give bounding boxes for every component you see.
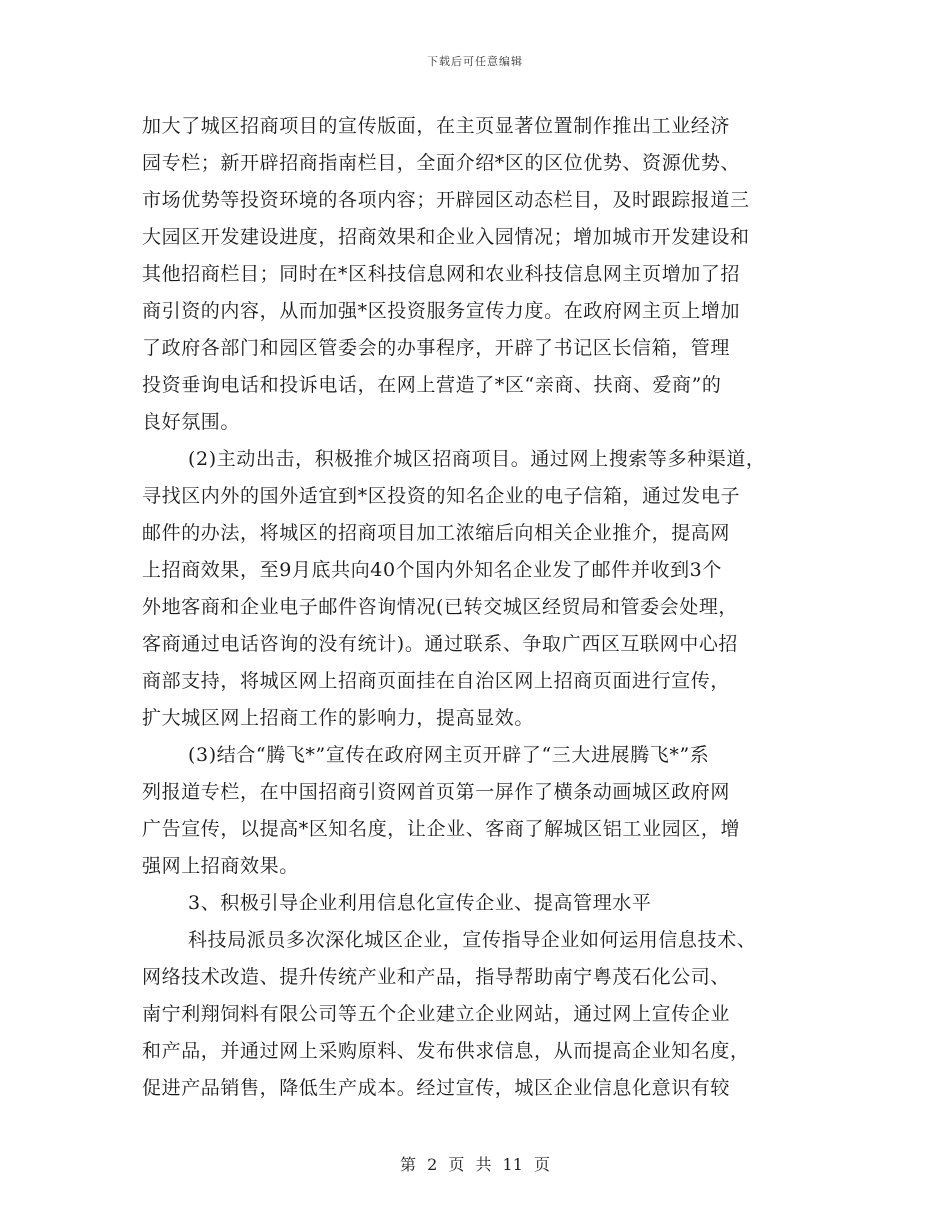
text-line: 外地客商和企业电子邮件咨询情况(已转交城区经贸局和管委会处理， xyxy=(142,596,739,618)
text-line: 市场优势等投资环境的各项内容；开辟园区动态栏目，及时跟踪报道三 xyxy=(142,189,750,211)
text-line: 促进产品销售，降低生产成本。经过宣传，城区企业信息化意识有较 xyxy=(142,1077,731,1099)
text-line: 强网上招商效果。 xyxy=(142,855,299,877)
text-line: 商部支持，将城区网上招商页面挂在自治区网上招商页面进行宣传， xyxy=(142,670,731,692)
text-line: 和产品，并通过网上采购原料、发布供求信息，从而提高企业知名度， xyxy=(142,1040,750,1062)
text-line: 客商通过电话咨询的没有统计)。通过联系、争取广西区互联网中心招 xyxy=(142,633,739,655)
text-line: 投资垂询电话和投诉电话，在网上营造了*区“亲商、扶商、爱商”的 xyxy=(142,374,722,396)
text-line: 寻找区内外的国外适宜到*区投资的知名企业的电子信箱，通过发电子 xyxy=(142,485,741,507)
text-line: 网络技术改造、提升传统产业和产品，指导帮助南宁粤茂石化公司、 xyxy=(142,966,731,988)
text-line: 良好氛围。 xyxy=(142,411,241,433)
text-line: 商引资的内容，从而加强*区投资服务宣传力度。在政府网主页上增加 xyxy=(142,300,741,322)
text-line: 大园区开发建设进度，招商效果和企业入园情况；增加城市开发建设和 xyxy=(142,226,750,248)
text-line: 上招商效果，至9月底共向40个国内外知名企业发了邮件并收到3个 xyxy=(142,559,722,581)
section-heading: 3、积极引导企业利用信息化宣传企业、提高管理水平 xyxy=(188,892,652,914)
text-line: 列报道专栏，在中国招商引资网首页第一屏作了横条动画城区政府网 xyxy=(142,781,731,803)
page-footer: 第 2 页 共 11 页 xyxy=(400,1155,550,1174)
text-line: 加大了城区招商项目的宣传版面，在主页显著位置制作推出工业经济 xyxy=(142,115,731,137)
text-line: 邮件的办法，将城区的招商项目加工浓缩后向相关企业推介，提高网 xyxy=(142,522,731,544)
paragraph-start-line: (3)结合“腾飞*”宣传在政府网主页开辟了“三大进展腾飞*”系 xyxy=(188,744,710,766)
text-line: 扩大城区网上招商工作的影响力，提高显效。 xyxy=(142,707,535,729)
page-header: 下载后可任意编辑 xyxy=(427,55,523,68)
paragraph-start-line: 科技局派员多次深化城区企业，宣传指导企业如何运用信息技术、 xyxy=(188,929,757,951)
text-line: 广告宣传，以提高*区知名度，让企业、客商了解城区铝工业园区，增 xyxy=(142,818,741,840)
text-line: 了政府各部门和园区管委会的办事程序，开辟了书记区长信箱，管理 xyxy=(142,337,731,359)
text-line: 南宁利翔饲料有限公司等五个企业建立企业网站，通过网上宣传企业 xyxy=(142,1003,731,1025)
document-body xyxy=(142,108,822,1107)
text-line: 园专栏；新开辟招商指南栏目，全面介绍*区的区位优势、资源优势、 xyxy=(142,152,741,174)
paragraph-start-line: (2)主动出击，积极推介城区招商项目。通过网上搜索等多种渠道， xyxy=(188,448,766,470)
text-line: 其他招商栏目；同时在*区科技信息网和农业科技信息网主页增加了招 xyxy=(142,263,741,285)
